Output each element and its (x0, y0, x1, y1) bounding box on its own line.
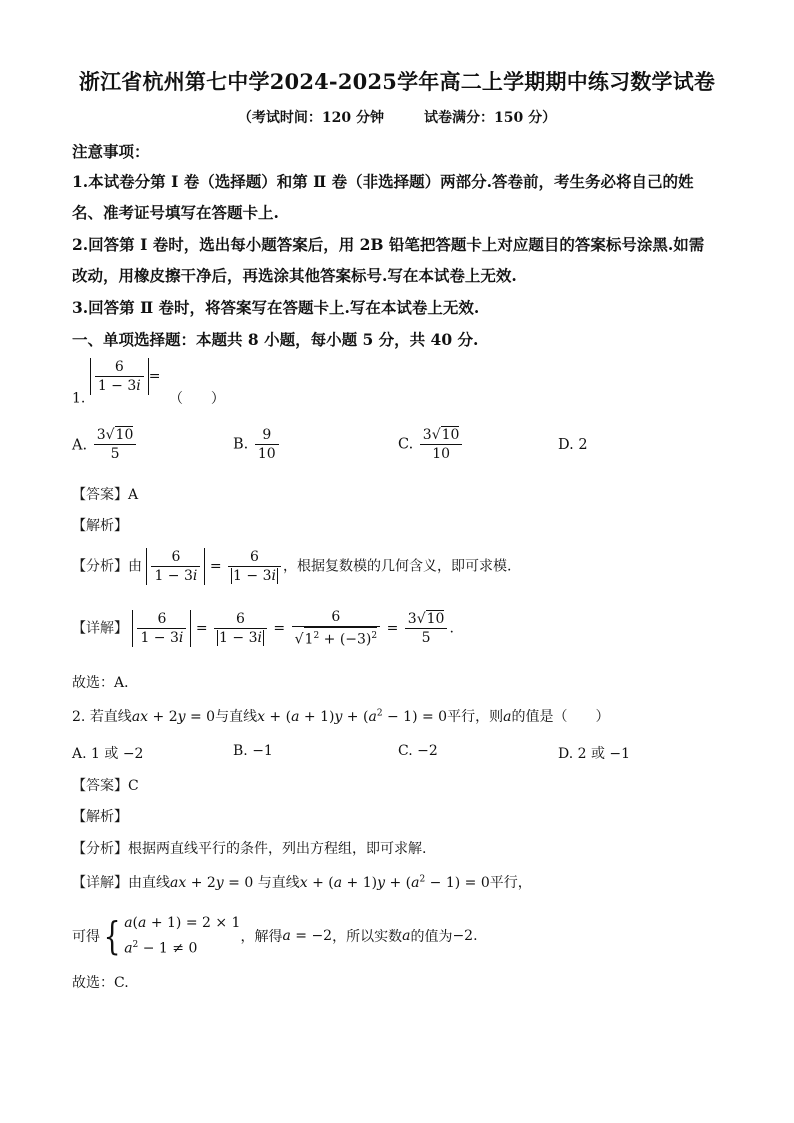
q2-fenxi: 【分析】根据两直线平行的条件，列出方程组，即可求解. (72, 841, 427, 857)
question-1: 1. $\frac{6}{1 - 3i}$ = （ ） (72, 359, 225, 407)
q2-system: 可得{ a(a + 1) = 2 × 1 $a^2 - 1 \ne 0$ ，解得a = −2，所以实数a的值为−2. (72, 913, 478, 958)
q1-choice-d: D. 2 (558, 437, 588, 453)
q2-conclusion: 故选：C. (72, 975, 129, 991)
note-line-2: 名、准考证号填写在答题卡上. (72, 203, 279, 222)
q1-choice-a: A. $\frac{3√10}{5}$ (72, 426, 138, 463)
q1-expression: $\frac{6}{1 - 3i}$ (90, 358, 149, 395)
q2-choice-b: B. −1 (233, 743, 273, 759)
q2-choice-a: A. 1 或 −2 (72, 746, 144, 762)
q1-analysis-tag: 【解析】 (72, 518, 128, 534)
note-line-5: 3.回答第 Ⅱ 卷时，将答案写在答题卡上.写在本试卷上无效. (72, 298, 480, 317)
question-number: 1. (72, 390, 86, 407)
note-line-3: 2.回答第 Ⅰ 卷时，选出每小题答案后，用 2B 铅笔把答题卡上对应题目的答案标号涂黑.如需 (72, 235, 705, 254)
q1-xiangjie: 【详解】 $\frac{6}{1 - 3i}$ = $\frac{6}{1 - 3i}$ = $\frac{6}{√1^2 + (-3)^2}$ = $\frac{3√10}{5}$ . (72, 609, 454, 648)
exam-time: （考试时间：120 分钟 (237, 110, 384, 126)
exam-info (0, 107, 794, 127)
q2-choice-d: D. 2 或 −1 (558, 746, 631, 762)
notes-heading: 注意事项： (72, 142, 150, 161)
q1-conclusion: 故选：A． (72, 675, 139, 691)
q2-xiangjie: 【详解】由直线ax + 2y = 0 与直线$x + (a + 1)y + (a^2 - 1) = 0$平行， (72, 874, 532, 891)
page-title: 浙江省杭州第七中学2024-2025学年高二上学期期中练习数学试卷 (78, 69, 716, 94)
q1-choice-c: C. $\frac{3√10}{10}$ (398, 426, 464, 463)
q2-analysis-tag: 【解析】 (72, 809, 128, 825)
answer-paren: （ ） (168, 390, 225, 407)
q1-choice-b: B. $\frac{9}{10}$ (233, 426, 281, 463)
section-heading: 一、单项选择题：本题共 8 小题，每小题 5 分，共 40 分. (72, 330, 479, 349)
q1-fenxi: 【分析】由 $\frac{6}{1 - 3i}$ = $\frac{6}{1 - 3i}$ ，根据复数模的几何含义，即可求模. (72, 549, 512, 584)
note-line-1: 1.本试卷分第 Ⅰ 卷（选择题）和第 Ⅱ 卷（非选择题）两部分.答卷前，考生务必将自己的姓 (72, 172, 694, 191)
note-line-4: 改动，用橡皮擦干净后，再选涂其他答案标号.写在本试卷上无效. (72, 266, 517, 285)
q2-choice-c: C. −2 (398, 743, 438, 759)
question-2: 2. 若直线ax + 2y = 0与直线$x + (a + 1)y + (a^2 - 1) = 0$平行，则a的值是（ ） (72, 708, 610, 725)
exam-score: 试卷满分：150 分） (424, 110, 557, 126)
q2-answer: 【答案】C (72, 778, 139, 794)
q1-answer: 【答案】A (72, 487, 139, 503)
